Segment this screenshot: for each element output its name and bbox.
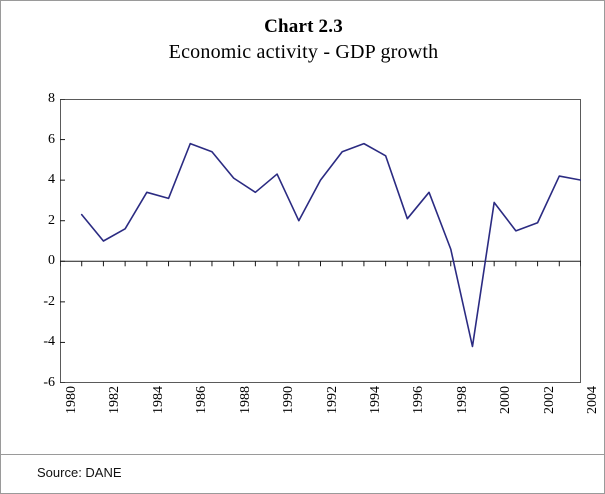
- chart-svg: [60, 99, 581, 383]
- x-tick-label: 2004: [585, 386, 600, 414]
- x-tick-label: 1998: [454, 386, 470, 414]
- x-tick-label: 1994: [367, 386, 383, 414]
- x-tick-label: 1992: [324, 386, 340, 414]
- x-tick-label: 1990: [281, 386, 297, 414]
- plot-area: [60, 99, 581, 383]
- x-tick-label: 2000: [498, 386, 514, 414]
- y-tick-label: -2: [43, 293, 55, 309]
- y-tick-label: 2: [48, 212, 55, 228]
- y-tick-label: -6: [43, 375, 55, 390]
- x-tick-label: 1984: [150, 386, 166, 414]
- x-tick-label: 1982: [107, 386, 123, 414]
- y-tick-label: 4: [48, 172, 55, 188]
- x-tick-label: 1986: [194, 386, 210, 414]
- chart-title-block: [1, 15, 605, 65]
- source-divider: [1, 454, 605, 493]
- series-line: [82, 144, 581, 347]
- chart-subtitle: Economic activity - GDP growth: [168, 41, 439, 63]
- x-tick-label: 2002: [541, 386, 557, 414]
- x-tick-label: 1980: [64, 386, 79, 414]
- x-tick-label: 1988: [237, 386, 253, 414]
- x-tick-label: 1996: [411, 386, 427, 414]
- y-tick-label: 0: [48, 253, 55, 269]
- y-tick-label: 6: [48, 131, 55, 147]
- y-tick-label: 8: [48, 91, 55, 106]
- y-tick-label: -4: [43, 334, 55, 350]
- source-label: Source: DANE: [37, 465, 122, 480]
- x-axis-labels: [60, 384, 600, 446]
- page-title: Chart 2.3: [264, 16, 343, 37]
- y-axis-labels: [21, 91, 55, 390]
